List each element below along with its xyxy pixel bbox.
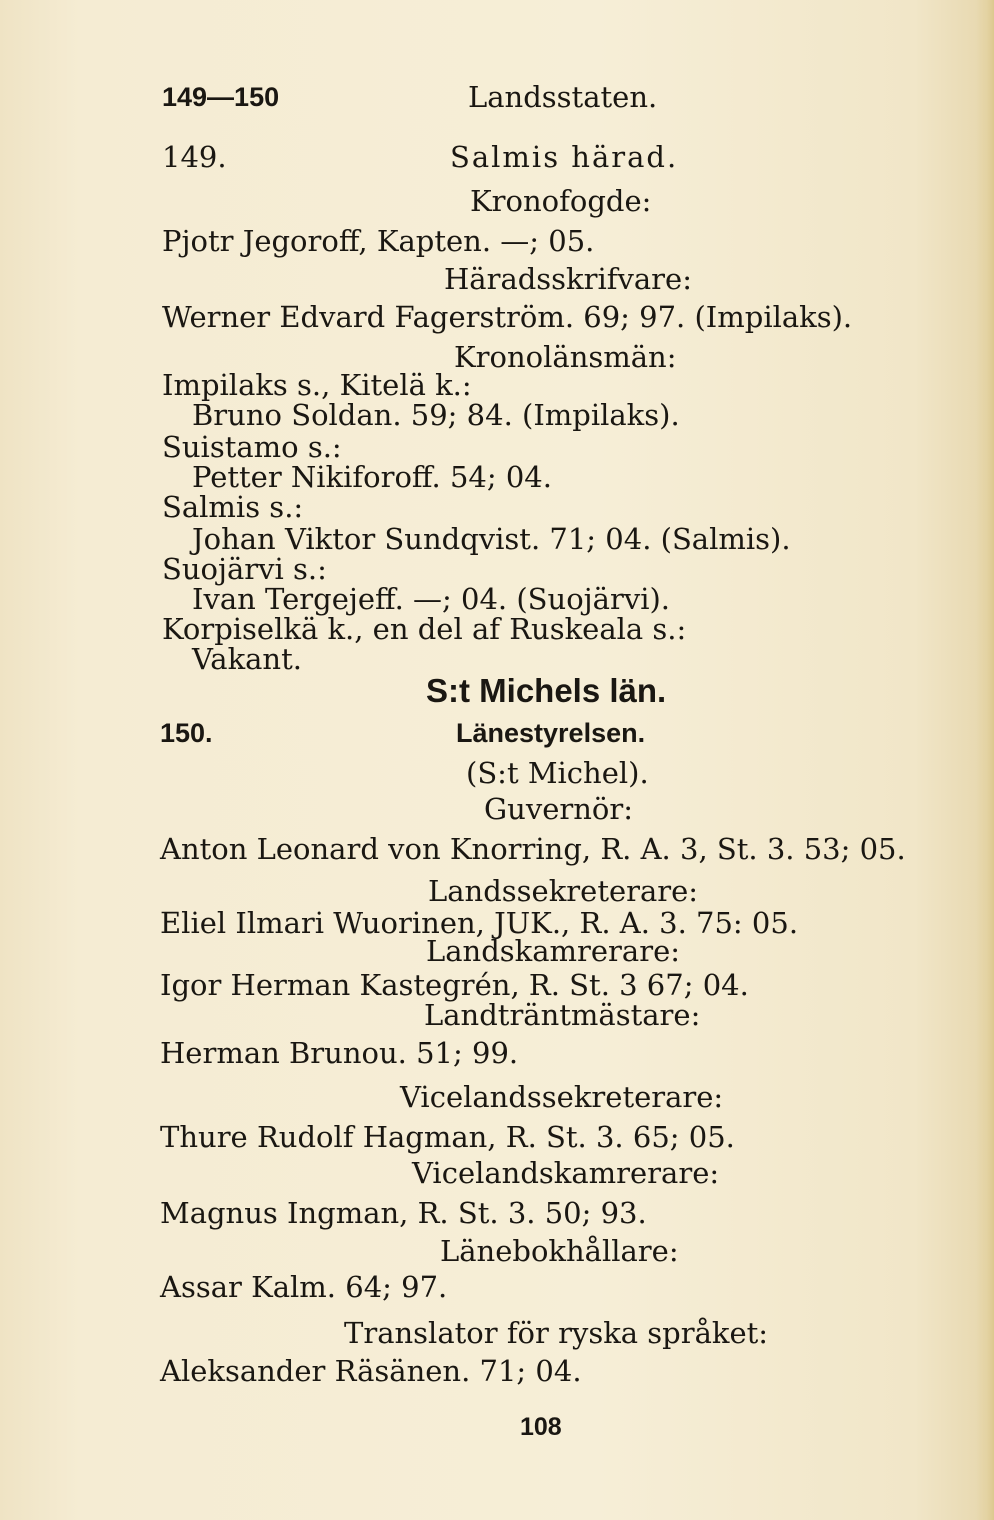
post-heading: Landträntmästare: (424, 998, 701, 1032)
post-heading: Vicelandssekreterare: (400, 1080, 724, 1114)
page-edge-shadow (976, 0, 994, 1520)
post-heading: Translator för ryska språket: (344, 1316, 769, 1350)
district-person: Johan Viktor Sundqvist. 71; 04. (Salmis). (192, 522, 791, 556)
district-name: Impilaks s., Kitelä k.: (162, 368, 472, 402)
header-page-range: 149—150 (162, 82, 280, 112)
post-person: Igor Herman Kastegrén, R. St. 3 67; 04. (160, 968, 749, 1002)
header-running-title: Landsstaten. (468, 80, 658, 114)
district-person: Vakant. (192, 642, 302, 676)
post-person: Thure Rudolf Hagman, R. St. 3. 65; 05. (160, 1120, 735, 1154)
haradsskrivare-heading: Häradsskrifvare: (444, 262, 692, 296)
kronolansman-heading: Kronolänsmän: (454, 340, 677, 374)
district-name: Korpiselkä k., en del af Ruskeala s.: (162, 612, 687, 646)
lan-title: S:t Michels län. (426, 672, 667, 709)
page-number: 108 (520, 1413, 562, 1441)
district-name: Suojärvi s.: (162, 552, 327, 586)
district-person: Ivan Tergejeff. —; 04. (Suojärvi). (192, 582, 671, 616)
district-person: Bruno Soldan. 59; 84. (Impilaks). (192, 398, 680, 432)
post-person: Herman Brunou. 51; 99. (160, 1036, 519, 1070)
kronofogde-entry: Pjotr Jegoroff, Kapten. —; 05. (162, 224, 595, 258)
district-name: Salmis s.: (162, 490, 304, 524)
district-name: Suistamo s.: (162, 430, 342, 464)
post-heading: Landskamrerare: (426, 934, 681, 968)
district-person: Petter Nikiforoff. 54; 04. (192, 460, 552, 494)
lanestyrelsen-location: (S:t Michel). (466, 756, 649, 790)
post-person: Magnus Ingman, R. St. 3. 50; 93. (160, 1196, 647, 1230)
post-person: Aleksander Räsänen. 71; 04. (160, 1354, 582, 1388)
kronofogde-heading: Kronofogde: (470, 184, 652, 218)
post-person: Eliel Ilmari Wuorinen, JUK., R. A. 3. 75: 05. (160, 906, 799, 940)
post-person: Anton Leonard von Knorring, R. A. 3, St. 3. 53; 05. (160, 832, 906, 866)
post-heading: Länebokhållare: (440, 1234, 679, 1268)
haradsskrivare-entry: Werner Edvard Fagerström. 69; 97. (Impilaks). (162, 300, 853, 334)
post-person: Assar Kalm. 64; 97. (160, 1270, 448, 1304)
post-heading: Guvernör: (484, 792, 634, 826)
lanestyrelsen-heading: Länestyrelsen. (456, 718, 646, 748)
post-heading: Vicelandskamrerare: (412, 1156, 720, 1190)
post-heading: Landssekreterare: (428, 874, 699, 908)
section-149-title: Salmis härad. (450, 140, 679, 174)
section-150-number: 150. (160, 718, 213, 748)
section-149-number: 149. (162, 140, 227, 174)
